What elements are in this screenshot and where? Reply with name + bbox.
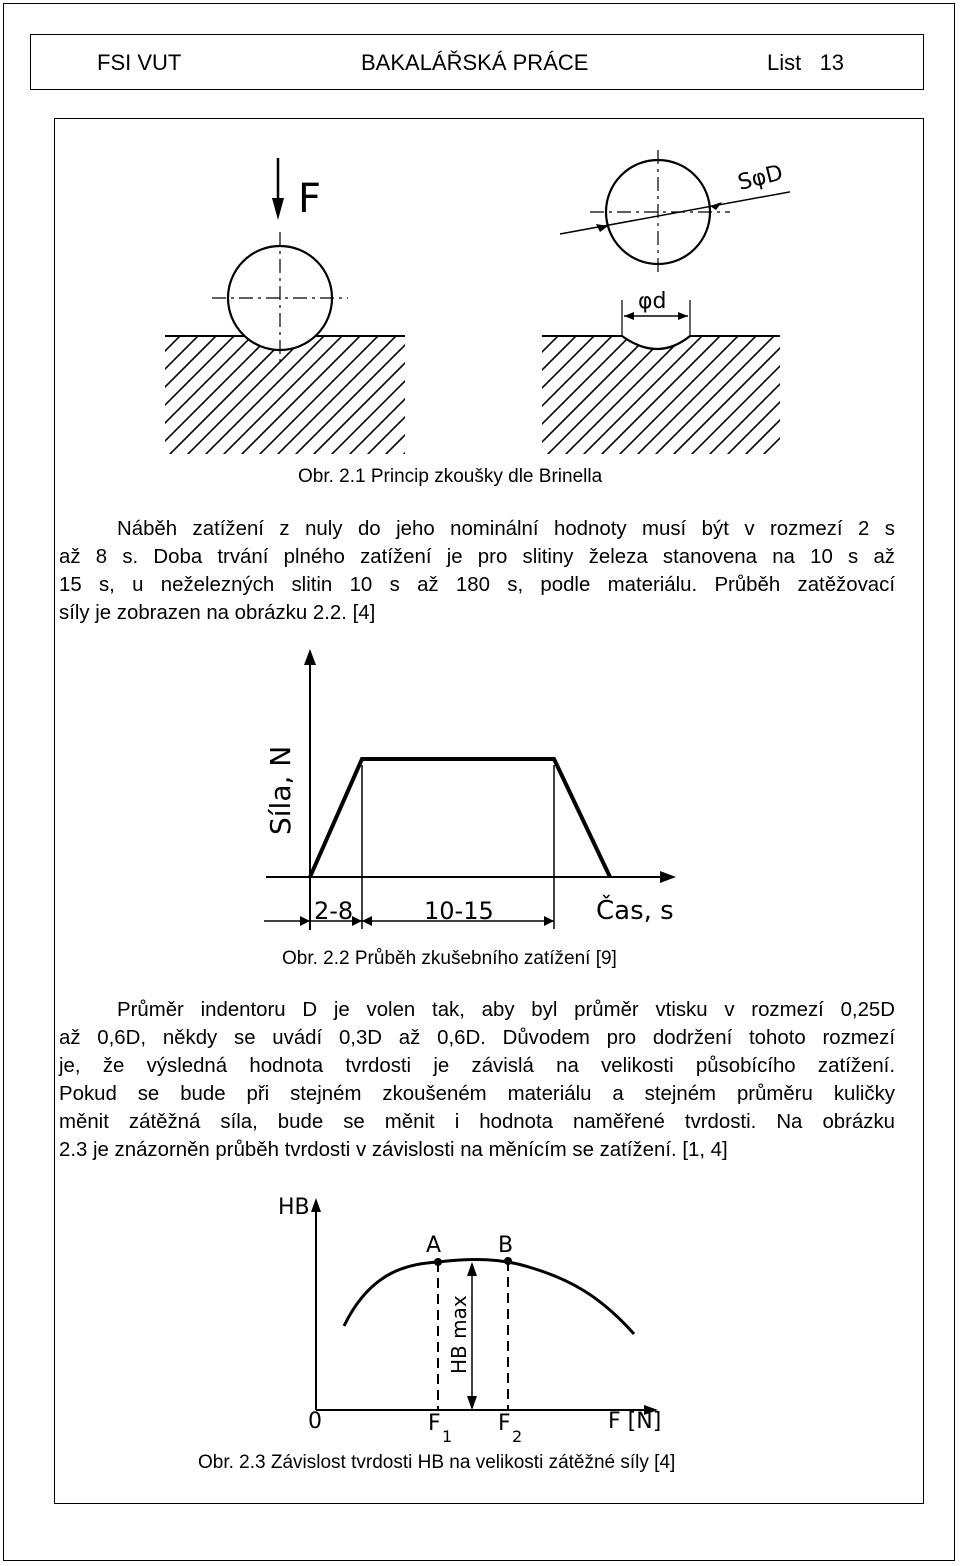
paragraph-line: síly je zobrazen na obrázku 2.2. [4] [59,602,376,624]
paragraph-loading [59,515,895,627]
y-axis-arrow [311,1198,321,1212]
paragraph-line: měnit zátěžná síla, bude se měnit i hodnota naměřené tvrdosti. Na obrázku [59,1111,895,1133]
load-curve-line [310,759,610,877]
right-ball [590,150,730,274]
paragraph-line: Náběh zatížení z nuly do jeho nominální hodnoty musí být v rozmezí 2 s [117,518,895,540]
paragraph-line: 2.3 je znázorněn průběh tvrdosti v závislosti na měnícím se zatížení. [1, 4] [59,1139,728,1161]
right-specimen [542,336,780,454]
x-axis-label: F [N] [608,1409,662,1434]
figure-brinell-principle [150,150,790,455]
paragraph-line: Průměr indentoru D je volen tak, aby byl průměr vtisku v rozmezí 0,25D [117,999,895,1021]
x-axis-arrow [660,871,676,883]
f1-label: F [428,1411,441,1436]
figure-load-curve [252,645,692,940]
header-page-number: List 13 [767,50,845,75]
paragraph-line: Pokud se bude při stejném zkoušeném materiálu a stejném průměru kuličky [59,1083,895,1105]
ramp-duration-label: 2-8 [314,897,354,925]
force-arrow [272,158,284,220]
figure3-caption: Obr. 2.3 Závislost tvrdosti HB na velikosti zátěžné síly [4] [198,1452,676,1473]
figure-hardness-curve [272,1188,672,1450]
y-axis-arrow [304,649,316,665]
f1-subscript: 1 [442,1427,453,1446]
left-specimen [165,336,405,454]
figure1-caption: Obr. 2.1 Princip zkoušky dle Brinella [298,466,603,487]
x-axis-label: Čas, s [596,896,674,926]
hold-duration-label: 10-15 [424,897,494,925]
force-label: F [298,176,322,222]
point-b-label: B [498,1233,514,1258]
paragraph-line: 15 s, u neželezných slitin 10 s až 180 s, podle materiálu. Průběh zatěžovací [59,574,895,596]
y-axis-label: HB [278,1195,310,1220]
f2-subscript: 2 [512,1427,523,1446]
paragraph-line: až 8 s. Doba trvání plného zatížení je pro slitiny železa stanovena na 10 s až [59,546,895,568]
point-b-marker [504,1257,512,1265]
paragraph-line: až 0,6D, někdy se uvádí 0,3D až 0,6D. Důvodem pro dodržení tohoto rozmezí [59,1027,895,1049]
page-header [30,34,924,90]
hardness-curve-line [344,1260,634,1334]
point-a-marker [434,1258,442,1266]
origin-label: 0 [308,1409,322,1434]
paragraph-line: je, že výsledná hodnota tvrdosti je závislá na velikosti působícího zatížení. [59,1055,895,1077]
header-thesis-type: BAKALÁŘSKÁ PRÁCE [361,50,589,75]
paragraph-indenter [59,996,895,1164]
diameter-big-label: SφD [735,160,786,196]
header-faculty: FSI VUT [97,50,182,75]
diameter-small-label: φd [638,289,667,314]
point-a-label: A [426,1233,442,1258]
y-axis-label: Síla, N [264,745,297,835]
f2-label: F [498,1411,511,1436]
figure2-caption: Obr. 2.2 Průběh zkušebního zatížení [9] [282,948,617,969]
hbmax-label: HB max [447,1295,471,1374]
